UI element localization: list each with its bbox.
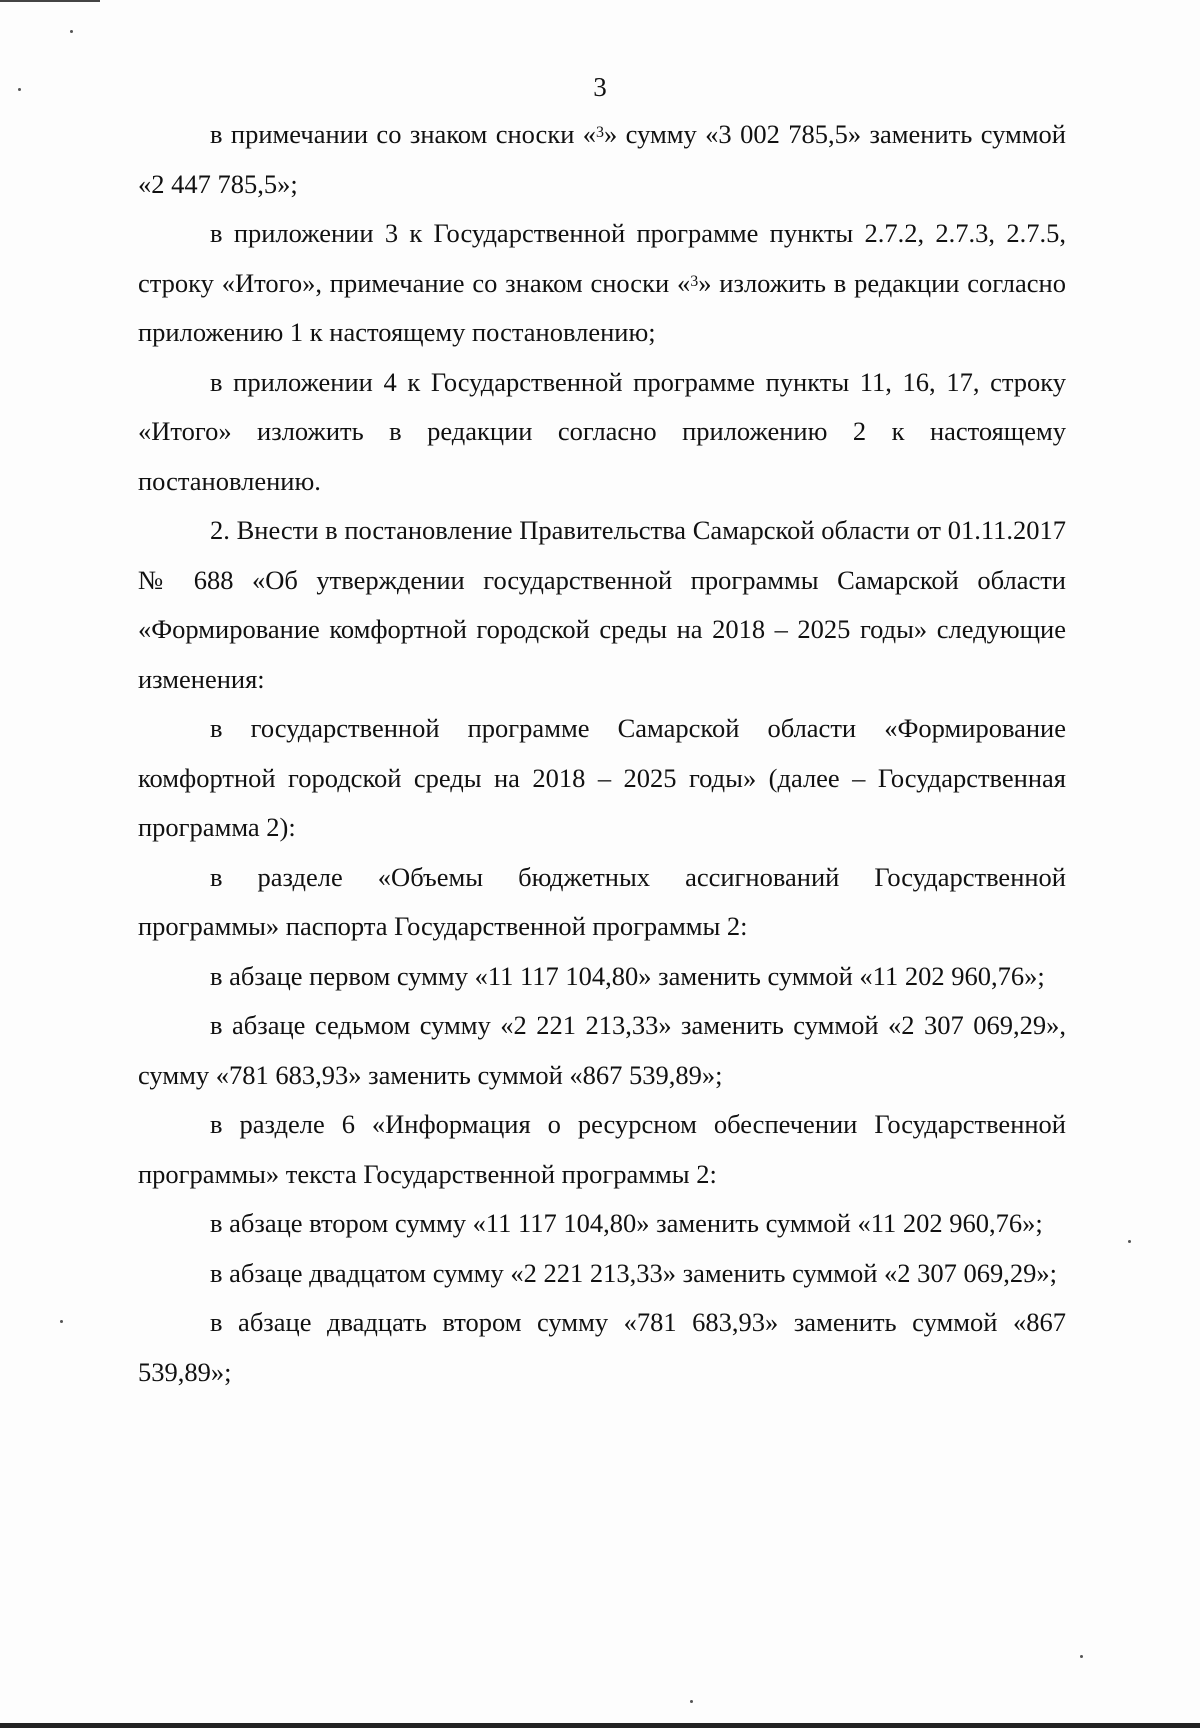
document-body: [138, 110, 1066, 1397]
paragraph-text: в приложении 4 к Государственной программе пункты 11, 16, 17, строку «Итого» изложить в редакции согласно приложению 2 к настоящему постановлению.: [138, 366, 1066, 496]
paragraph-text: в разделе «Объемы бюджетных ассигнований Государственной программы» паспорта Государственной программы 2:: [138, 861, 1066, 941]
scan-speck: [1128, 1240, 1131, 1243]
scan-edge-top: [0, 0, 100, 2]
paragraph-text: 2. Внести в постановление Правительства Самарской области от 01.11.2017 № 688 «Об утверждении государственной программы Самарской области «Формирование комфортной городской среды на 2018 – 2025 годы» следующие изменения:: [138, 515, 1066, 694]
scan-speck: [18, 88, 21, 91]
scan-speck: [70, 30, 73, 33]
paragraph: [138, 853, 1066, 952]
scan-speck: [60, 1320, 63, 1323]
paragraph-text-cont: » сумму «3 002 785,5» заменить суммой «2 447 785,5»;: [138, 119, 1066, 199]
paragraph-text-cont: » изложить в редакции согласно приложению 1 к настоящему постановлению;: [138, 267, 1066, 347]
paragraph: [138, 110, 1066, 209]
footnote-mark: 3: [596, 124, 605, 141]
paragraph-text: в приложении 3 к Государственной программе пункты 2.7.2, 2.7.3, 2.7.5, строку «Итого», примечание со знаком сноски «: [138, 218, 1066, 298]
paragraph-text: в примечании со знаком сноски «: [210, 119, 597, 149]
paragraph-text: в абзаце первом сумму «11 117 104,80» заменить суммой «11 202 960,76»;: [210, 960, 1045, 991]
paragraph-text: в абзаце втором сумму «11 117 104,80» заменить суммой «11 202 960,76»;: [210, 1208, 1043, 1238]
paragraph: [138, 358, 1066, 507]
paragraph: [138, 1298, 1066, 1397]
scan-speck: [1080, 1655, 1083, 1658]
paragraph: [138, 506, 1066, 704]
paragraph-text: в абзаце седьмом сумму «2 221 213,33» заменить суммой «2 307 069,29», сумму «781 683,93» заменить суммой «867 539,89»;: [138, 1010, 1066, 1090]
paragraph: [138, 1100, 1066, 1199]
scan-edge-bottom: [0, 1723, 1200, 1728]
footnote-mark: 3: [690, 272, 699, 290]
paragraph: [138, 209, 1066, 358]
paragraph: [138, 1001, 1066, 1100]
paragraph-text: в разделе 6 «Информация о ресурсном обеспечении Государственной программы» текста Государственной программы 2:: [138, 1109, 1066, 1189]
paragraph: [138, 952, 1066, 1002]
paragraph: [138, 1249, 1066, 1299]
paragraph-text: в государственной программе Самарской области «Формирование комфортной городской среды на 2018 – 2025 годы» (далее – Государственная программа 2):: [138, 713, 1066, 842]
paragraph: [138, 1199, 1066, 1249]
scan-speck: [690, 1700, 693, 1703]
paragraph: [138, 704, 1066, 853]
paragraph-text: в абзаце двадцатом сумму «2 221 213,33» заменить суммой «2 307 069,29»;: [210, 1257, 1057, 1288]
paragraph-text: в абзаце двадцать втором сумму «781 683,93» заменить суммой «867 539,89»;: [138, 1307, 1066, 1387]
page-number: 3: [593, 72, 607, 102]
